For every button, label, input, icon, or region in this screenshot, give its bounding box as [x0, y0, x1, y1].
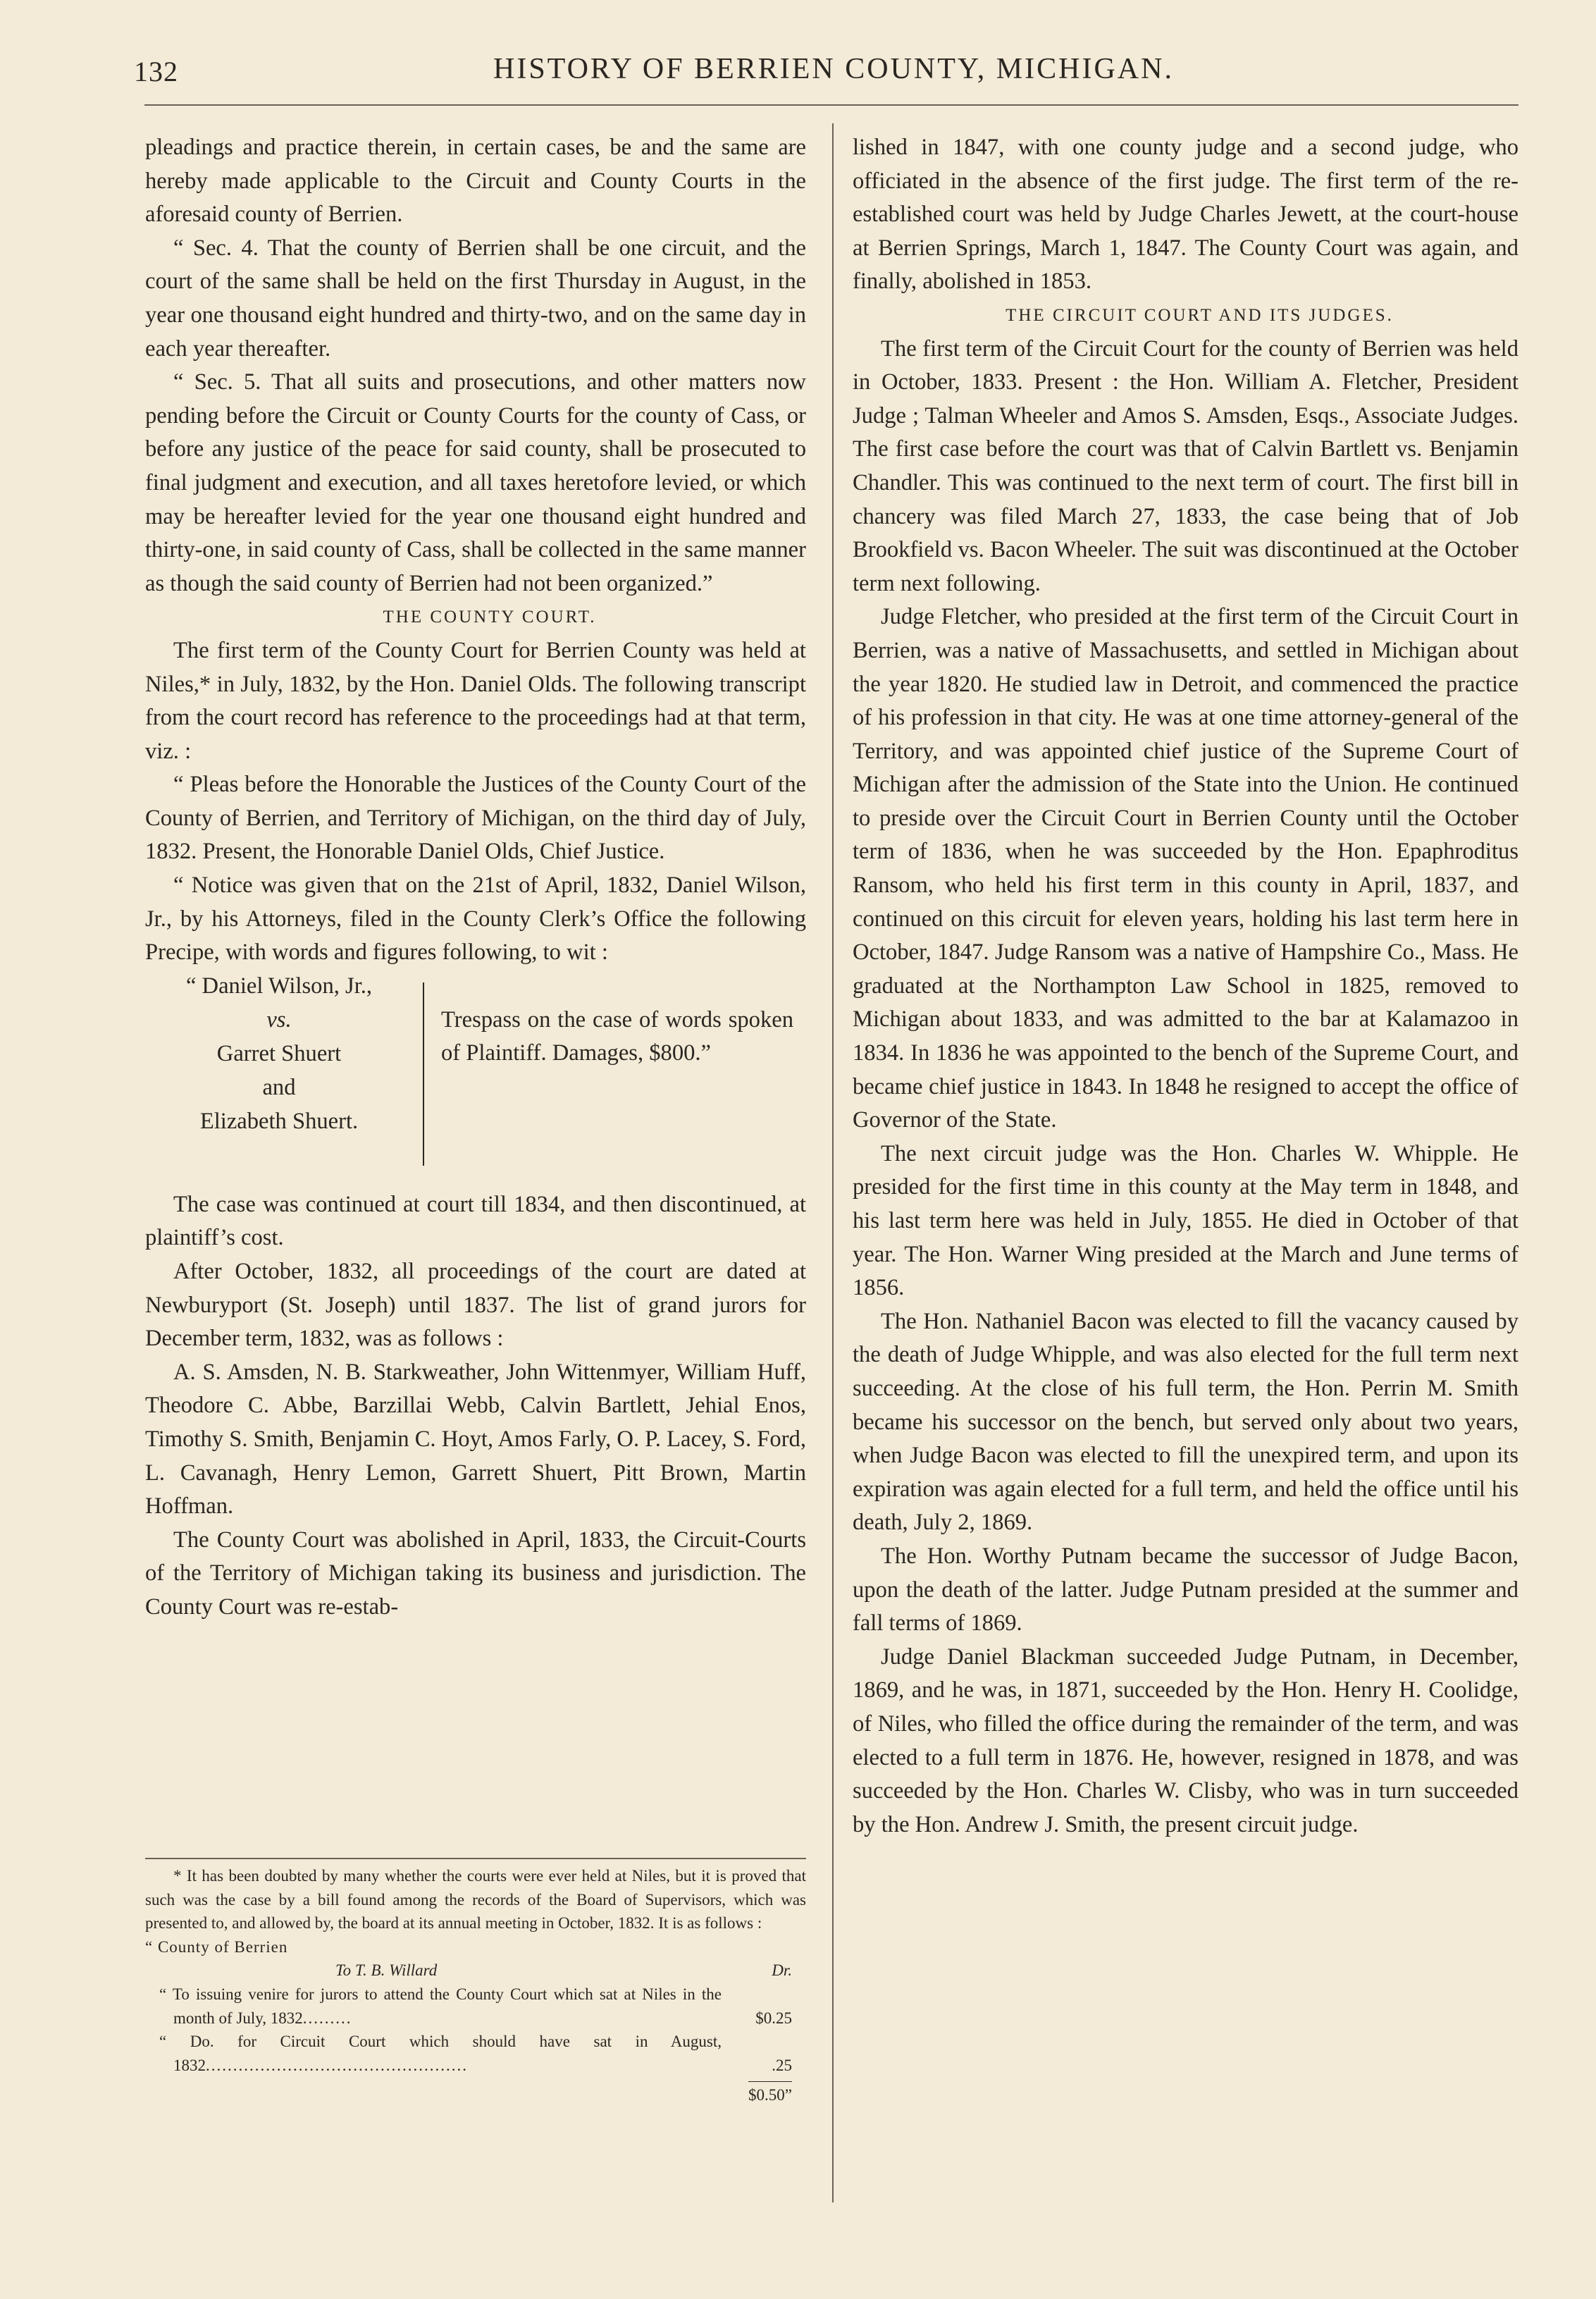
case-caption — [145, 970, 806, 1188]
bill-dr: Dr. — [772, 1961, 792, 1979]
column-divider — [832, 123, 834, 2202]
paragraph: “ Sec. 4. That the county of Berrien shall be one circuit, and the court of the same shall be held on the first Thursday in August, in the year one thousand eight hundred and thirty-two, and on the same day in each year thereafter. — [145, 235, 806, 362]
section-heading-circuit-court: THE CIRCUIT COURT AND ITS JUDGES. — [1006, 305, 1394, 325]
bill-total-line — [145, 2077, 806, 2105]
bill-total: $0.50” — [748, 2081, 792, 2107]
paragraph: “ Pleas before the Honorable the Justices of the County Court of the County of Berrien, and Territory of Michigan, on the third day of July, 1832. Present, the Honorable Daniel Olds, Chief Justice. — [145, 772, 806, 865]
bill-heading: “ County of Berrien — [145, 1937, 288, 1956]
paragraph: The case was continued at court till 1834, and then discontinued, at plaintiff’s cost. — [145, 1191, 806, 1251]
bill-item-text: “ Do. for Circuit Court which should have sat in August, 1832 — [159, 2033, 722, 2074]
paragraph: The Hon. Worthy Putnam became the successor of Judge Bacon, upon the death of the latter. Judge Putnam presided at the summer and fall terms of 1869. — [853, 1543, 1518, 1637]
defendant: Garret Shuert — [216, 1040, 342, 1066]
leader-dots: ................................................ — [206, 2056, 468, 2074]
left-column — [145, 131, 806, 1625]
bill-item-text: “ To issuing venire for jurors to attend the County Court which sat at Niles in the month of July, 1832 — [159, 1985, 722, 2027]
footnote-rule — [145, 1858, 806, 1859]
bill-item — [145, 1983, 806, 2030]
defendant: Elizabeth Shuert. — [199, 1108, 359, 1134]
footnote-text: * It has been doubted by many whether the courts were ever held at Niles, but it is proved that such was the case by a bill found among the records of the Board of Supervisors, which was presented to, and allowed by, the board at its annual meeting in October, 1832. It is as follows : — [145, 1867, 806, 1932]
paragraph: A. S. Amsden, N. B. Starkweather, John Wittenmyer, William Huff, Theodore C. Abbe, Barzillai Webb, Calvin Bartlett, Jehial Enos, Timothy S. Smith, Benjamin C. Hoyt, Amos Farly, O. P. Lacey, S. Ford, L. Cavanagh, Henry Lemon, Garrett Shuert, Pitt Brown, Martin Hoffman. — [145, 1359, 806, 1520]
bill-item-amount: $0.25 — [755, 2009, 792, 2027]
paragraph: Judge Fletcher, who presided at the first term of the Circuit Court in Berrien, was a native of Massachusetts, and settled in Michigan about the year 1820. He studied law in Detroit, and commenced the practice of his profession in that city. He was at one time attorney-general of the Territory, and was appointed chief justice of the Supreme Court of Michigan after the admission of the State into the Union. He continued to preside over the Circuit Court in Berrien County until the October term of 1836, when he was succeeded by the Hon. Epaphroditus Ransom, who held his first term in this county in April, 1837, and continued on this circuit for eleven years, holding his last term here in October, 1847. Judge Ransom was a native of Hampshire Co., Mass. He graduated at the Northampton Law School in 1825, removed to Michigan about 1833, and was admitted to the bar at Kalamazoo in 1834. In 1836 he was appointed to the bench of the Supreme Court, and became chief justice in 1843. In 1848 he resigned to accept the office of Governor of the State. — [853, 604, 1518, 1133]
paragraph: pleadings and practice therein, in certain cases, be and the same are hereby made applicable to the Circuit and County Courts in the aforesaid county of Berrien. — [145, 135, 806, 228]
paragraph: The first term of the County Court for Berrien County was held at Niles,* in July, 1832, by the Hon. Daniel Olds. The following transcript from the court record has reference to the proceedings had at that term, viz. : — [145, 637, 806, 764]
paragraph: “ Sec. 5. That all suits and prosecutions, and other matters now pending before the Circuit or County Courts for the county of Cass, or before any justice of the peace for said county, shall be prosecuted to final judgment and execution, and all taxes heretofore levied, or which may be hereafter levied for the year one thousand eight hundred and thirty-one, in said county of Cass, shall be collected in the same manner as though the said county of Berrien had not been organized.” — [145, 369, 806, 596]
right-column — [853, 131, 1518, 1842]
paragraph: Judge Daniel Blackman succeeded Judge Putnam, in December, 1869, and he was, in 1871, succeeded by the Hon. Henry H. Coolidge, of Niles, who filled the office during the remainder of the term, and was elected to a full term in 1876. He, however, resigned in 1878, and was succeeded by the Hon. Charles W. Clisby, who was in turn succeeded by the Hon. Andrew J. Smith, the present circuit judge. — [853, 1644, 1518, 1837]
bill-item — [145, 2030, 806, 2077]
paragraph: The County Court was abolished in April, 1833, the Circuit-Courts of the Territory of Michigan taking its business and jurisdiction. The County Court was re-estab- — [145, 1527, 806, 1620]
page-number: 132 — [134, 56, 178, 87]
versus: vs. — [266, 1006, 292, 1033]
bill-to-line — [145, 1959, 806, 1983]
bill-item-amount: .25 — [772, 2056, 792, 2074]
paragraph: lished in 1847, with one county judge and a second judge, who officiated in the absence of the first judge. The first term of the re-established court was held by Judge Charles Jewett, at the court-house at Berrien Springs, March 1, 1847. The County Court was again, and finally, abolished in 1853. — [853, 135, 1518, 295]
brace — [412, 982, 424, 1166]
paragraph: After October, 1832, all proceedings of the court are dated at Newburyport (St. Joseph) until 1837. The list of grand jurors for December term, 1832, was as follows : — [145, 1259, 806, 1352]
paragraph: The next circuit judge was the Hon. Charles W. Whipple. He presided for the first time in this county at the May term in 1848, and his last term here was held in July, 1855. He died in October of that year. The Hon. Warner Wing presided at the March and June terms of 1856. — [853, 1140, 1518, 1301]
paragraph: The first term of the Circuit Court for the county of Berrien was held in October, 1833. Present : the Hon. William A. Fletcher, President Judge ; Talman Wheeler and Amos S. Amsden, Esqs., Associate Judges. The first case before the court was that of Calvin Bartlett vs. Benjamin Chandler. This was continued to the next term of court. The first bill in chancery was filed March 27, 1833, the case being that of Job Brookfield vs. Bacon Wheeler. The suit was discontinued at the October term next following. — [853, 335, 1518, 596]
conjunction: and — [262, 1074, 296, 1100]
leader-dots: ......... — [302, 2009, 352, 2027]
paragraph: “ Notice was given that on the 21st of April, 1832, Daniel Wilson, Jr., by his Attorneys, filed in the County Clerk’s Office the following Precipe, with words and figures following, to wit : — [145, 873, 806, 966]
bill-to: To T. B. Willard — [335, 1961, 438, 1979]
paragraph: The Hon. Nathaniel Bacon was elected to fill the vacancy caused by the death of Judge Whipple, and was also elected for the full term next succeeding. At the close of his full term, the Hon. Perrin M. Smith became his successor on the bench, but served only about two years, when Judge Bacon was elected to fill the unexpired term, and upon its expiration was again elected for a full term, and held the office until his death, July 2, 1869. — [853, 1308, 1518, 1536]
plaintiff: “ Daniel Wilson, Jr., — [185, 973, 373, 999]
section-heading-county-court: THE COUNTY COURT. — [383, 608, 597, 627]
claim-text: Trespass on the case of words spoken of Plaintiff. Damages, $800.” — [441, 1006, 793, 1066]
running-title: HISTORY OF BERRIEN COUNTY, MICHIGAN. — [493, 53, 1174, 85]
header-rule — [144, 104, 1518, 106]
footnote — [145, 1864, 806, 2105]
